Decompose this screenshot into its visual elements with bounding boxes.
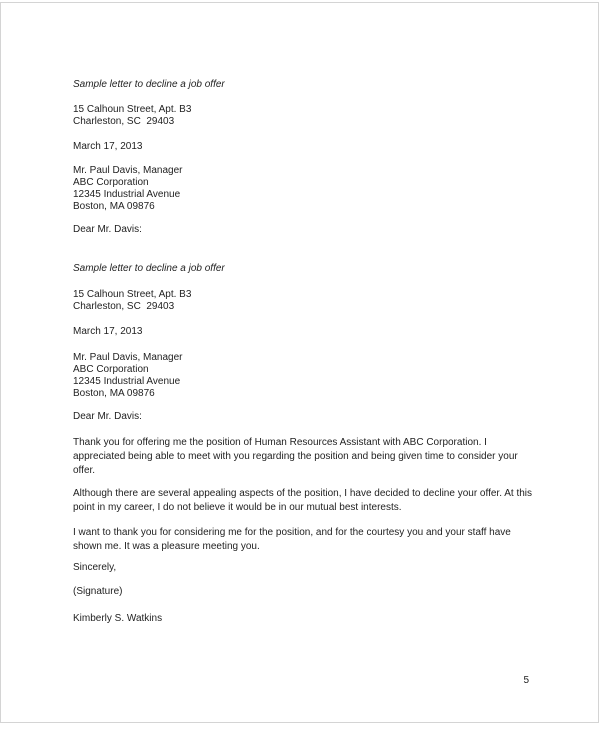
letter-date-1: March 17, 2013 bbox=[73, 141, 143, 152]
document-page bbox=[0, 2, 599, 723]
recipient-line: Mr. Paul Davis, Manager bbox=[73, 165, 183, 176]
sender-address-line: Charleston, SC 29403 bbox=[73, 301, 175, 312]
recipient-line: ABC Corporation bbox=[73, 364, 149, 375]
recipient-line: 12345 Industrial Avenue bbox=[73, 376, 181, 387]
recipient-address-2 bbox=[73, 352, 537, 400]
letter-content bbox=[73, 79, 537, 625]
recipient-line: Mr. Paul Davis, Manager bbox=[73, 352, 183, 363]
sender-address-1 bbox=[73, 104, 537, 128]
recipient-address-1 bbox=[73, 165, 537, 213]
letter-title-2: Sample letter to decline a job offer bbox=[73, 263, 225, 274]
recipient-line: ABC Corporation bbox=[73, 177, 149, 188]
body-paragraph-2: Although there are several appealing aspects of the position, I have decided to decline your offer. At this point in my career, I do not believe it would be in our mutual best interests. bbox=[73, 488, 535, 513]
body-paragraph-3: I want to thank you for considering me for the position, and for the courtesy you and your staff have shown me. It was a pleasure meeting you. bbox=[73, 527, 514, 552]
recipient-line: 12345 Industrial Avenue bbox=[73, 189, 181, 200]
salutation-2: Dear Mr. Davis: bbox=[73, 411, 142, 422]
body-paragraph-1: Thank you for offering me the position of Human Resources Assistant with ABC Corporation. I appreciated being able to meet with you regarding the position and being given time to consider your offer. bbox=[73, 437, 521, 476]
sender-address-line: Charleston, SC 29403 bbox=[73, 116, 175, 127]
page-number: 5 bbox=[523, 675, 529, 686]
valediction: Sincerely, bbox=[73, 562, 117, 573]
recipient-line: Boston, MA 09876 bbox=[73, 201, 155, 212]
signature-placeholder: (Signature) bbox=[73, 586, 123, 597]
sender-address-line: 15 Calhoun Street, Apt. B3 bbox=[73, 289, 192, 300]
salutation-1: Dear Mr. Davis: bbox=[73, 224, 142, 235]
letter-title-1: Sample letter to decline a job offer bbox=[73, 79, 225, 90]
sender-address-line: 15 Calhoun Street, Apt. B3 bbox=[73, 104, 192, 115]
letter-date-2: March 17, 2013 bbox=[73, 326, 143, 337]
sender-address-2 bbox=[73, 289, 537, 313]
signer-name: Kimberly S. Watkins bbox=[73, 613, 163, 624]
recipient-line: Boston, MA 09876 bbox=[73, 388, 155, 399]
